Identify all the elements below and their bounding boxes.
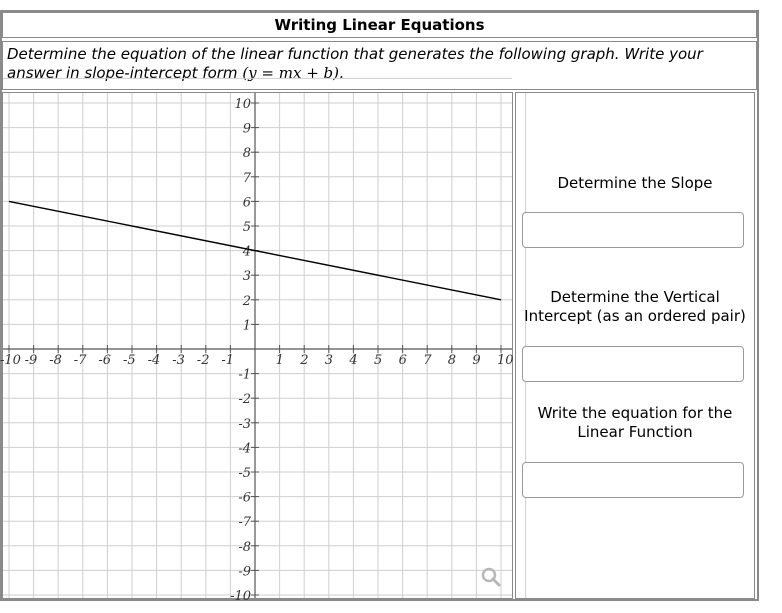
- tick-labels: [0, 97, 514, 604]
- x-tick-label: -7: [73, 353, 87, 368]
- slope-label: Determine the Slope: [557, 174, 713, 192]
- x-tick-label: -2: [196, 353, 210, 368]
- y-tick-label: -7: [238, 515, 251, 531]
- slope-input[interactable]: [522, 212, 744, 248]
- y-tick-label: -9: [238, 564, 251, 580]
- x-tick-label: 4: [349, 353, 358, 368]
- page-title: Writing Linear Equations: [2, 12, 757, 38]
- y-tick-label: 10: [234, 97, 251, 112]
- coordinate-graph[interactable]: [0, 93, 514, 604]
- magnifier-icon[interactable]: [480, 566, 502, 592]
- y-tick-label: 4: [242, 244, 251, 260]
- formula: (y = mx + b).: [242, 64, 344, 82]
- y-tick-label: 9: [242, 121, 251, 137]
- y-tick-label: 6: [242, 195, 251, 211]
- x-tick-label: 5: [374, 353, 383, 368]
- y-tick-label: -2: [238, 392, 251, 408]
- grid-lines: [0, 78, 526, 613]
- y-tick-label: -6: [238, 490, 251, 506]
- y-tick-label: 7: [242, 170, 251, 186]
- graph-panel: [0, 92, 514, 604]
- x-tick-label: 2: [300, 353, 309, 368]
- x-tick-label: 1: [275, 353, 284, 368]
- y-tick-label: 3: [242, 269, 251, 285]
- y-tick-label: -5: [238, 466, 251, 481]
- x-tick-label: -10: [0, 353, 21, 368]
- x-tick-label: -3: [172, 353, 185, 368]
- intercept-label: Determine the Vertical Intercept (as an ordered pair): [524, 288, 746, 325]
- axes: [3, 93, 512, 598]
- x-tick-label: -8: [49, 353, 62, 368]
- answer-panel: [515, 92, 755, 599]
- y-tick-label: 1: [242, 318, 251, 334]
- x-tick-label: 8: [447, 353, 457, 368]
- y-tick-label: -10: [230, 589, 251, 604]
- x-tick-label: -9: [24, 353, 38, 368]
- y-tick-label: -3: [238, 416, 251, 432]
- instructions-text: Determine the equation of the linear function that generates the following graph. Write your answer in slope-intercept form: [7, 45, 703, 82]
- x-tick-label: 9: [472, 353, 481, 368]
- x-tick-label: 10: [497, 353, 514, 368]
- y-tick-label: -8: [238, 539, 251, 555]
- y-tick-label: -1: [238, 367, 251, 383]
- x-tick-label: 7: [423, 353, 432, 368]
- y-tick-label: 8: [242, 146, 251, 162]
- x-tick-label: -1: [221, 353, 235, 368]
- x-tick-label: -4: [147, 353, 161, 368]
- equation-input[interactable]: [522, 462, 744, 498]
- equation-label: Write the equation for the Linear Function: [537, 404, 733, 441]
- y-tick-label: 2: [242, 293, 251, 309]
- intercept-input[interactable]: [522, 346, 744, 382]
- x-tick-label: 3: [324, 353, 334, 368]
- x-tick-label: -5: [123, 353, 136, 368]
- y-tick-label: -4: [238, 441, 251, 457]
- x-tick-label: -6: [98, 353, 112, 368]
- x-tick-label: 6: [398, 353, 407, 368]
- instructions: [2, 41, 757, 90]
- y-tick-label: 5: [242, 220, 251, 235]
